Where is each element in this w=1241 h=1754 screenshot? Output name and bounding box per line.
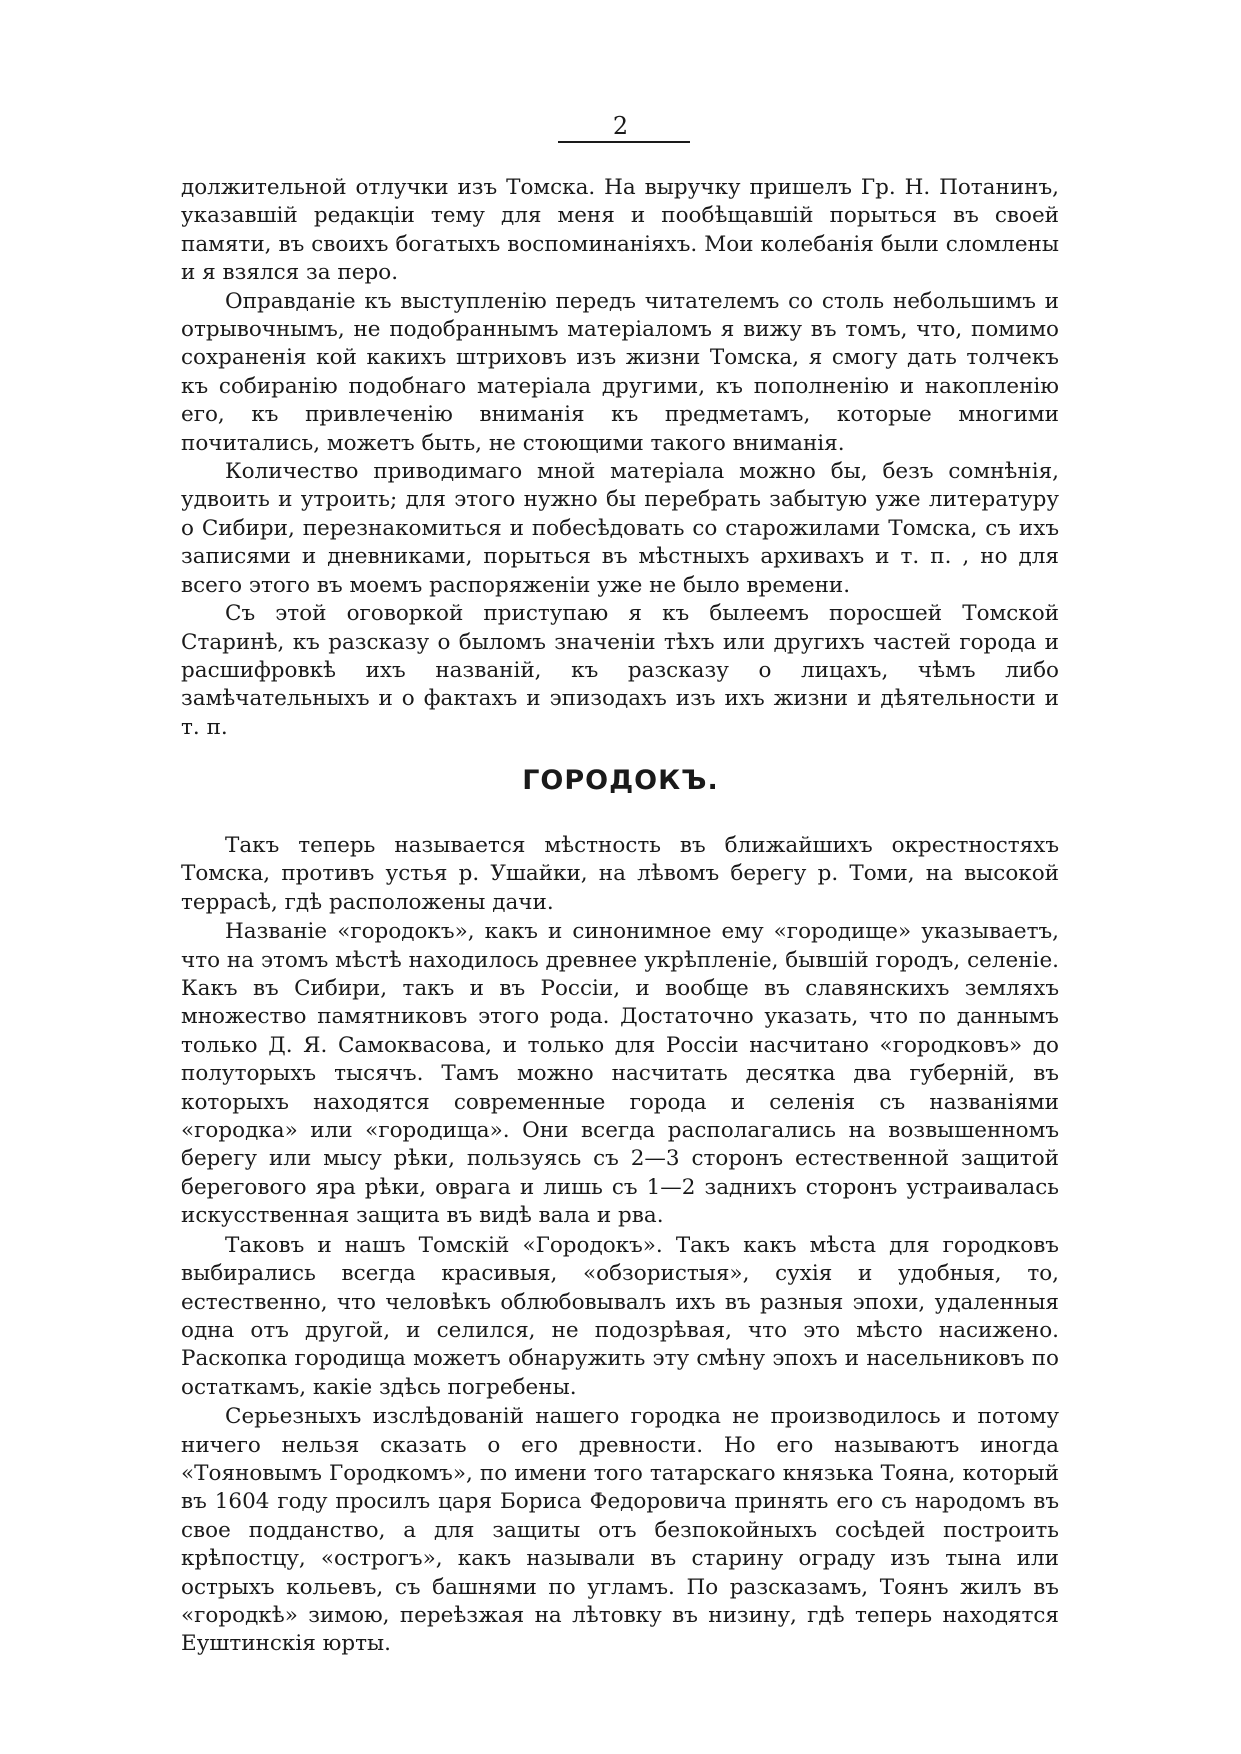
paragraph: должительной отлучки изъ Томска. На выручку пришелъ Гр. Н. Потанинъ, указавшій редакціи тему для меня и пообѣщавшій порыться въ своей памяти, въ своихъ богатыхъ воспоминаніяхъ. Мои колебанія были сломлены и я взялся за перо. — [181, 175, 1059, 286]
page-number: 2 — [612, 112, 629, 140]
paragraph: Оправданіе къ выступленію передъ читателемъ со столь небольшимъ и отрывочнымъ, не подобраннымъ матеріаломъ я вижу въ томъ, что, помимо сохраненія кой какихъ штриховъ изъ жизни Томска, я смогу дать толчекъ къ собиранію подобнаго матеріала другими, къ пополненію и накопленію его, къ привлеченію вниманія къ предметамъ, которые многими почитались, можетъ быть, не стоющими такого вниманія. — [181, 288, 1059, 456]
paragraph: Таковъ и нашъ Томскій «Городокъ». Такъ какъ мѣста для городковъ выбирались всегда красивыя, «обзористыя», сухія и удобныя, то, естественно, что человѣкъ облюбовывалъ ихъ въ разныя эпохи, удаленныя одна отъ другой, и селился, не подозрѣвая, что это мѣсто насижено. Раскопка городища можетъ обнаружить эту смѣну эпохъ и насельниковъ по остаткамъ, какіе здѣсь погребены. — [181, 1232, 1059, 1400]
intro-text — [181, 174, 1059, 742]
section-heading: ГОРОДОКЪ. — [522, 765, 719, 796]
paragraph: Такъ теперь называется мѣстность въ ближайшихъ окрестностяхъ Томска, противъ устья р. Ушайки, на лѣвомъ берегу р. Томи, на высокой террасѣ, гдѣ расположены дачи. — [181, 833, 1059, 915]
paragraph: Съ этой оговоркой приступаю я къ былеемъ поросшей Томской Старинѣ, къ разсказу о быломъ значеніи тѣхъ или другихъ частей города и расшифровкѣ ихъ названій, къ разсказу о лицахъ, чѣмъ либо замѣчательныхъ и о фактахъ и эпизодахъ изъ ихъ жизни и дѣятельности и т. п. — [181, 601, 1059, 740]
paragraph: Количество приводимаго мной матеріала можно бы, безъ сомнѣнія, удвоить и утроить; для этого нужно бы перебрать забытую уже литературу о Сибири, перезнакомиться и побесѣдовать со старожилами Томска, съ ихъ записями и дневниками, порыться въ мѣстныхъ архивахъ и т. п. , но для всего этого въ моемъ распоряженіи уже не было времени. — [181, 459, 1059, 598]
page-number-rule — [558, 141, 690, 143]
paragraph: Серьезныхъ изслѣдованій нашего городка не производилось и потому ничего нельзя сказать о его древности. Но его называютъ иногда «Тояновымъ Городкомъ», по имени того татарскаго князька Тояна, который въ 1604 году просилъ царя Бориса Федоровича принять его съ народомъ въ свое подданство, а для защиты отъ безпокойныхъ сосѣдей построить крѣпостцу, «острогъ», какъ называли въ старину ограду изъ тына или острыхъ кольевъ, съ башнями по угламъ. По разсказамъ, Тоянъ жилъ въ «городкѣ» зимою, переѣзжая на лѣтовку въ низину, гдѣ теперь находятся Еуштинскія юрты. — [181, 1404, 1059, 1657]
paragraph: Названіе «городокъ», какъ и синонимное ему «городище» указываетъ, что на этомъ мѣстѣ находилось древнее укрѣпленіе, бывшій городъ, селеніе. Какъ въ Сибири, такъ и въ Россіи, и вообще въ славянскихъ земляхъ множество памятниковъ этого рода. Достаточно указать, что по даннымъ только Д. Я. Самоквасова, и только для Россіи насчитано «городковъ» до полуторыхъ тысячъ. Тамъ можно насчитать десятка два губерній, въ которыхъ находятся современные города и селенія съ названіями «городка» или «городища». Они всегда располагались на возвышенномъ берегу или мысу рѣки, пользуясь съ 2—3 сторонъ естественной защитой берегового яра рѣки, оврага и лишь съ 1—2 заднихъ сторонъ устраивалась искусственная защита въ видѣ вала и рва. — [181, 919, 1059, 1229]
section-text — [181, 832, 1059, 1660]
